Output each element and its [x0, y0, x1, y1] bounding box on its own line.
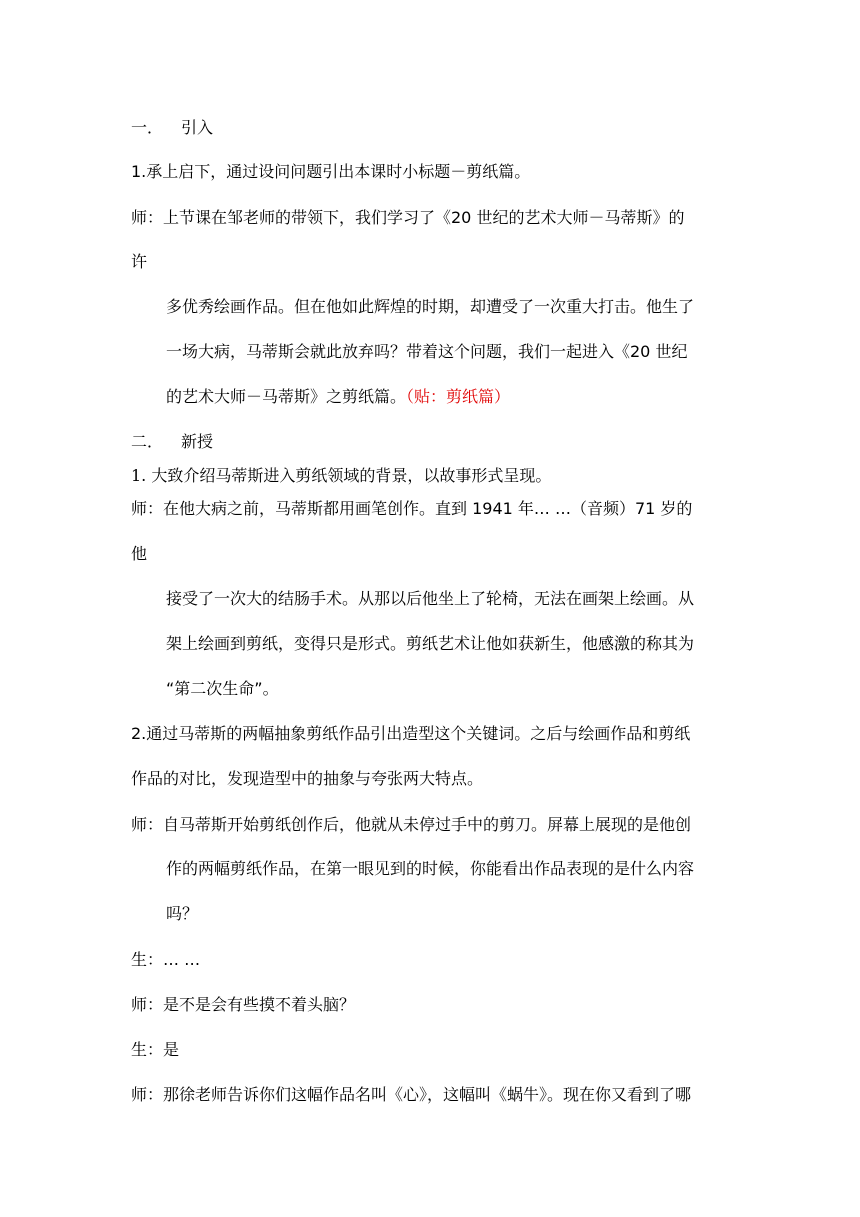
paragraph-text: 的艺术大师－马蒂斯》之剪纸篇。: [166, 387, 407, 406]
paragraph: 1. 大致介绍马蒂斯进入剪纸领域的背景，以故事形式呈现。: [131, 466, 552, 485]
section-title: 新授: [181, 432, 214, 451]
paragraph: 接受了一次大的结肠手术。从那以后他坐上了轮椅，无法在画架上绘画。从: [166, 589, 695, 608]
highlight-note: （贴：剪纸篇）: [406, 387, 511, 406]
section-title: 引入: [181, 118, 214, 137]
paragraph: 他: [131, 544, 148, 563]
paragraph: 师：是不是会有些摸不着头脑？: [131, 995, 356, 1014]
paragraph: “第二次生命”。: [166, 679, 279, 698]
paragraph: 多优秀绘画作品。但在他如此辉煌的时期，却遭受了一次重大打击。他生了: [166, 297, 695, 316]
paragraph: 一场大病，马蒂斯会就此放弃吗？带着这个问题，我们一起进入《20 世纪: [166, 342, 688, 361]
paragraph: 吗？: [166, 904, 199, 923]
paragraph: 师：自马蒂斯开始剪纸创作后，他就从未停过手中的剪刀。屏幕上展现的是他创: [131, 815, 692, 834]
section-heading-1: [131, 117, 213, 139]
paragraph: 架上绘画到剪纸，变得只是形式。剪纸艺术让他如获新生，他感激的称其为: [166, 634, 695, 653]
paragraph: 作品的对比，发现造型中的抽象与夸张两大特点。: [131, 769, 484, 788]
paragraph: 生：是: [131, 1040, 180, 1059]
paragraph: 许: [131, 252, 148, 271]
paragraph: 师：在他大病之前，马蒂斯都用画笔创作。直到 1941 年… …（音频）71 岁的: [131, 499, 693, 518]
paragraph: 1.承上启下，通过设问问题引出本课时小标题－剪纸篇。: [131, 162, 531, 181]
section-heading-2: [131, 431, 213, 453]
paragraph: 作的两幅剪纸作品，在第一眼见到的时候，你能看出作品表现的是什么内容: [166, 859, 695, 878]
paragraph: 生：… …: [131, 950, 201, 969]
section-number: 二．: [131, 432, 164, 451]
paragraph: 师：上节课在邹老师的带领下，我们学习了《20 世纪的艺术大师－马蒂斯》的: [131, 208, 685, 227]
paragraph: 师：那徐老师告诉你们这幅作品名叫《心》，这幅叫《蜗牛》。现在你又看到了哪: [131, 1085, 692, 1104]
paragraph: [166, 386, 510, 408]
section-number: 一．: [131, 118, 164, 137]
paragraph: 2.通过马蒂斯的两幅抽象剪纸作品引出造型这个关键词。之后与绘画作品和剪纸: [131, 724, 691, 743]
